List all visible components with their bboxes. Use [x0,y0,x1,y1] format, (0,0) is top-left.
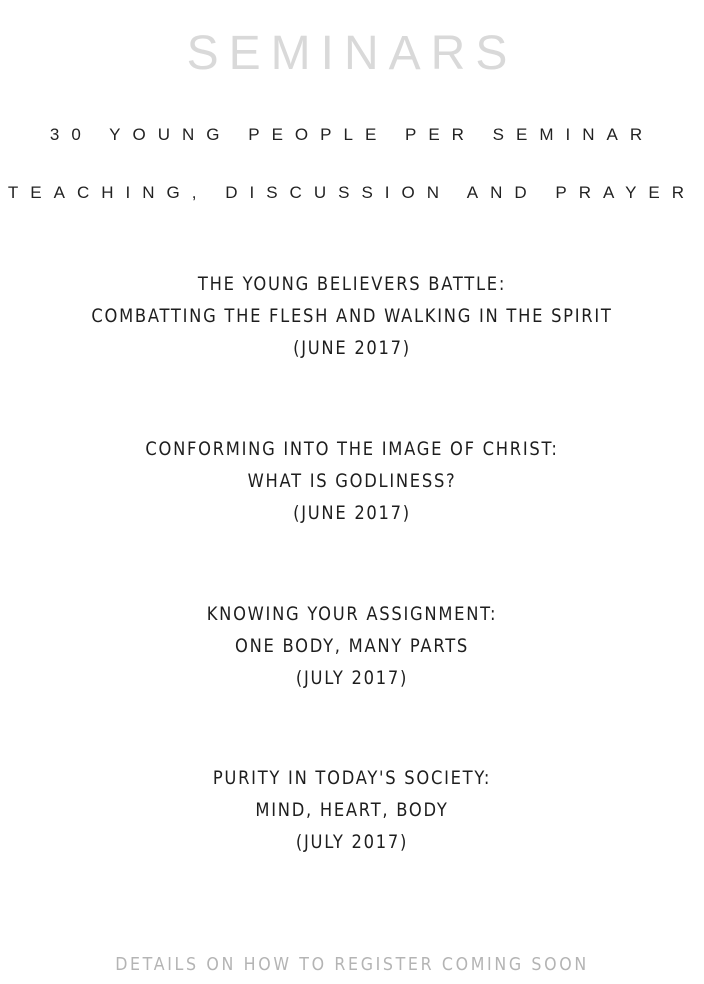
seminar-date: (JULY 2017) [295,667,409,689]
page-title: SEMINARS [186,27,518,80]
seminar-subtitle: MIND, HEART, BODY [255,799,449,821]
seminar-block [49,268,654,364]
seminar-block [49,433,654,529]
seminar-date: (JULY 2017) [295,831,409,853]
seminar-format-line: TEACHING, DISCUSSION AND PRAYER [7,183,697,202]
seminar-subtitle: WHAT IS GODLINESS? [247,470,457,492]
seminar-block [49,762,654,858]
seminar-size-line: 30 YOUNG PEOPLE PER SEMINAR [49,125,655,144]
seminar-subtitle: ONE BODY, MANY PARTS [234,635,470,657]
seminar-block [49,598,654,694]
seminar-subtitle: COMBATTING THE FLESH AND WALKING IN THE SPIRIT [91,305,613,327]
seminar-date: (JUNE 2017) [293,337,411,359]
seminar-title: THE YOUNG BELIEVERS BATTLE: [197,273,507,295]
registration-note: DETAILS ON HOW TO REGISTER COMING SOON [115,954,589,975]
seminar-title: PURITY IN TODAY'S SOCIETY: [212,767,492,789]
seminar-title: KNOWING YOUR ASSIGNMENT: [206,603,498,625]
seminar-title: CONFORMING INTO THE IMAGE OF CHRIST: [145,438,559,460]
seminar-date: (JUNE 2017) [293,502,411,524]
